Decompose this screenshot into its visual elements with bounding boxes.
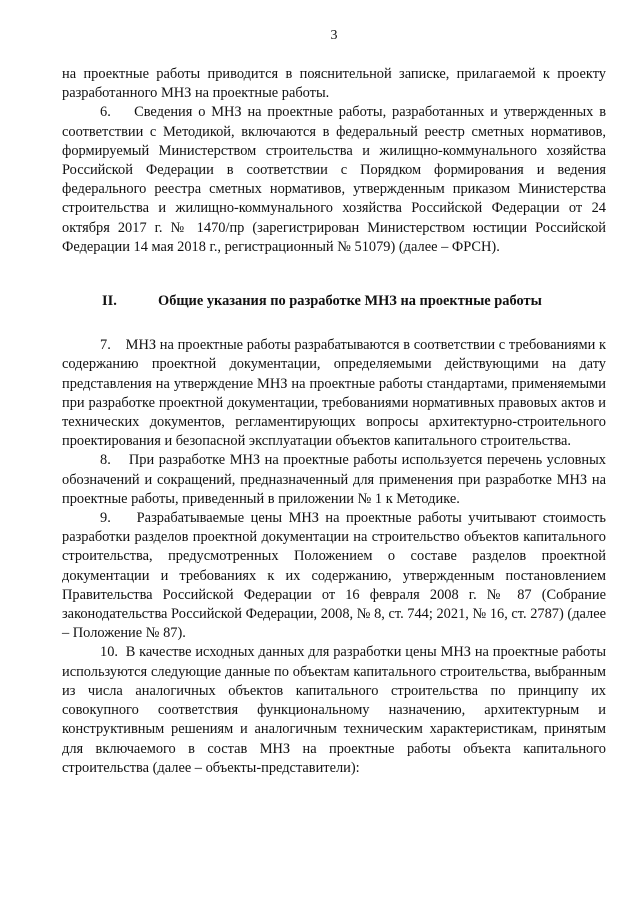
page-number: 3: [330, 28, 338, 43]
section-title: Общие указания по разработке МНЗ на проектные работы: [158, 293, 542, 310]
paragraph-8: 8. При разработке МНЗ на проектные работы используется перечень условных обозначений и сокращений, предназначенный для применения при разработке МНЗ на проектные работы, приведенный в приложении № 1 к Методике.: [62, 452, 606, 507]
paragraph-9: 9. Разрабатываемые цены МНЗ на проектные работы учитывают стоимость разработки разделов проектной документации на строительство объектов капитального строительства, предусмотренных Положением о составе разделов проектной документации и требованиях к их содержанию, утвержденным постановлением Правительства Российской Федерации от 16 февраля 2008 г. № 87 (Собрание законодательства Российской Федерации, 2008, № 8, ст. 744; 2021, № 16, ст. 2787) (далее – Положение № 87).: [62, 510, 606, 642]
paragraph-7: 7. МНЗ на проектные работы разрабатываются в соответствии с требованиями к содержанию проектной документации, определяемыми действующими на дату представления на утверждение МНЗ на проектные работы стандартами, применяемыми при разработке проектной документации, требованиями нормативных правовых актов и технических документов, регламентирующих вопросы архитектурно-строительного проектирования и безопасной эксплуатации объектов капитального строительства.: [62, 337, 606, 450]
section-number: II.: [102, 293, 117, 310]
paragraph-10: 10. В качестве исходных данных для разработки цены МНЗ на проектные работы используются следующие данные по объектам капитального строительства, выбранным из числа аналогичных объектов капитального строительства по принципу их совокупного соответствия функциональному назначению, архитектурным и конструктивным решениям и аналогичным техническим характеристикам, принятым для включаемого в состав МНЗ на проектные работы объекта капитального строительства (далее – объекты-представители):: [62, 644, 606, 776]
section-heading: [62, 292, 606, 311]
paragraph-6: 6. Сведения о МНЗ на проектные работы, разработанных и утвержденных в соответствии с Методикой, включаются в федеральный реестр сметных нормативов, формируемый Министерством строительства и жилищно-коммунального хозяйства Российской Федерации в соответствии с Порядком формирования и ведения федерального реестра сметных нормативов, утвержденным приказом Министерства строительства и жилищно-коммунального хозяйства Российской Федерации от 24 октября 2017 г. № 1470/пр (зарегистрирован Министерством юстиции Российской Федерации 14 мая 2018 г., регистрационный № 51079) (далее – ФРСН).: [62, 104, 606, 255]
paragraph-continuation: на проектные работы приводится в пояснительной записке, прилагаемой к проекту разработанного МНЗ на проектные работы.: [62, 66, 606, 102]
